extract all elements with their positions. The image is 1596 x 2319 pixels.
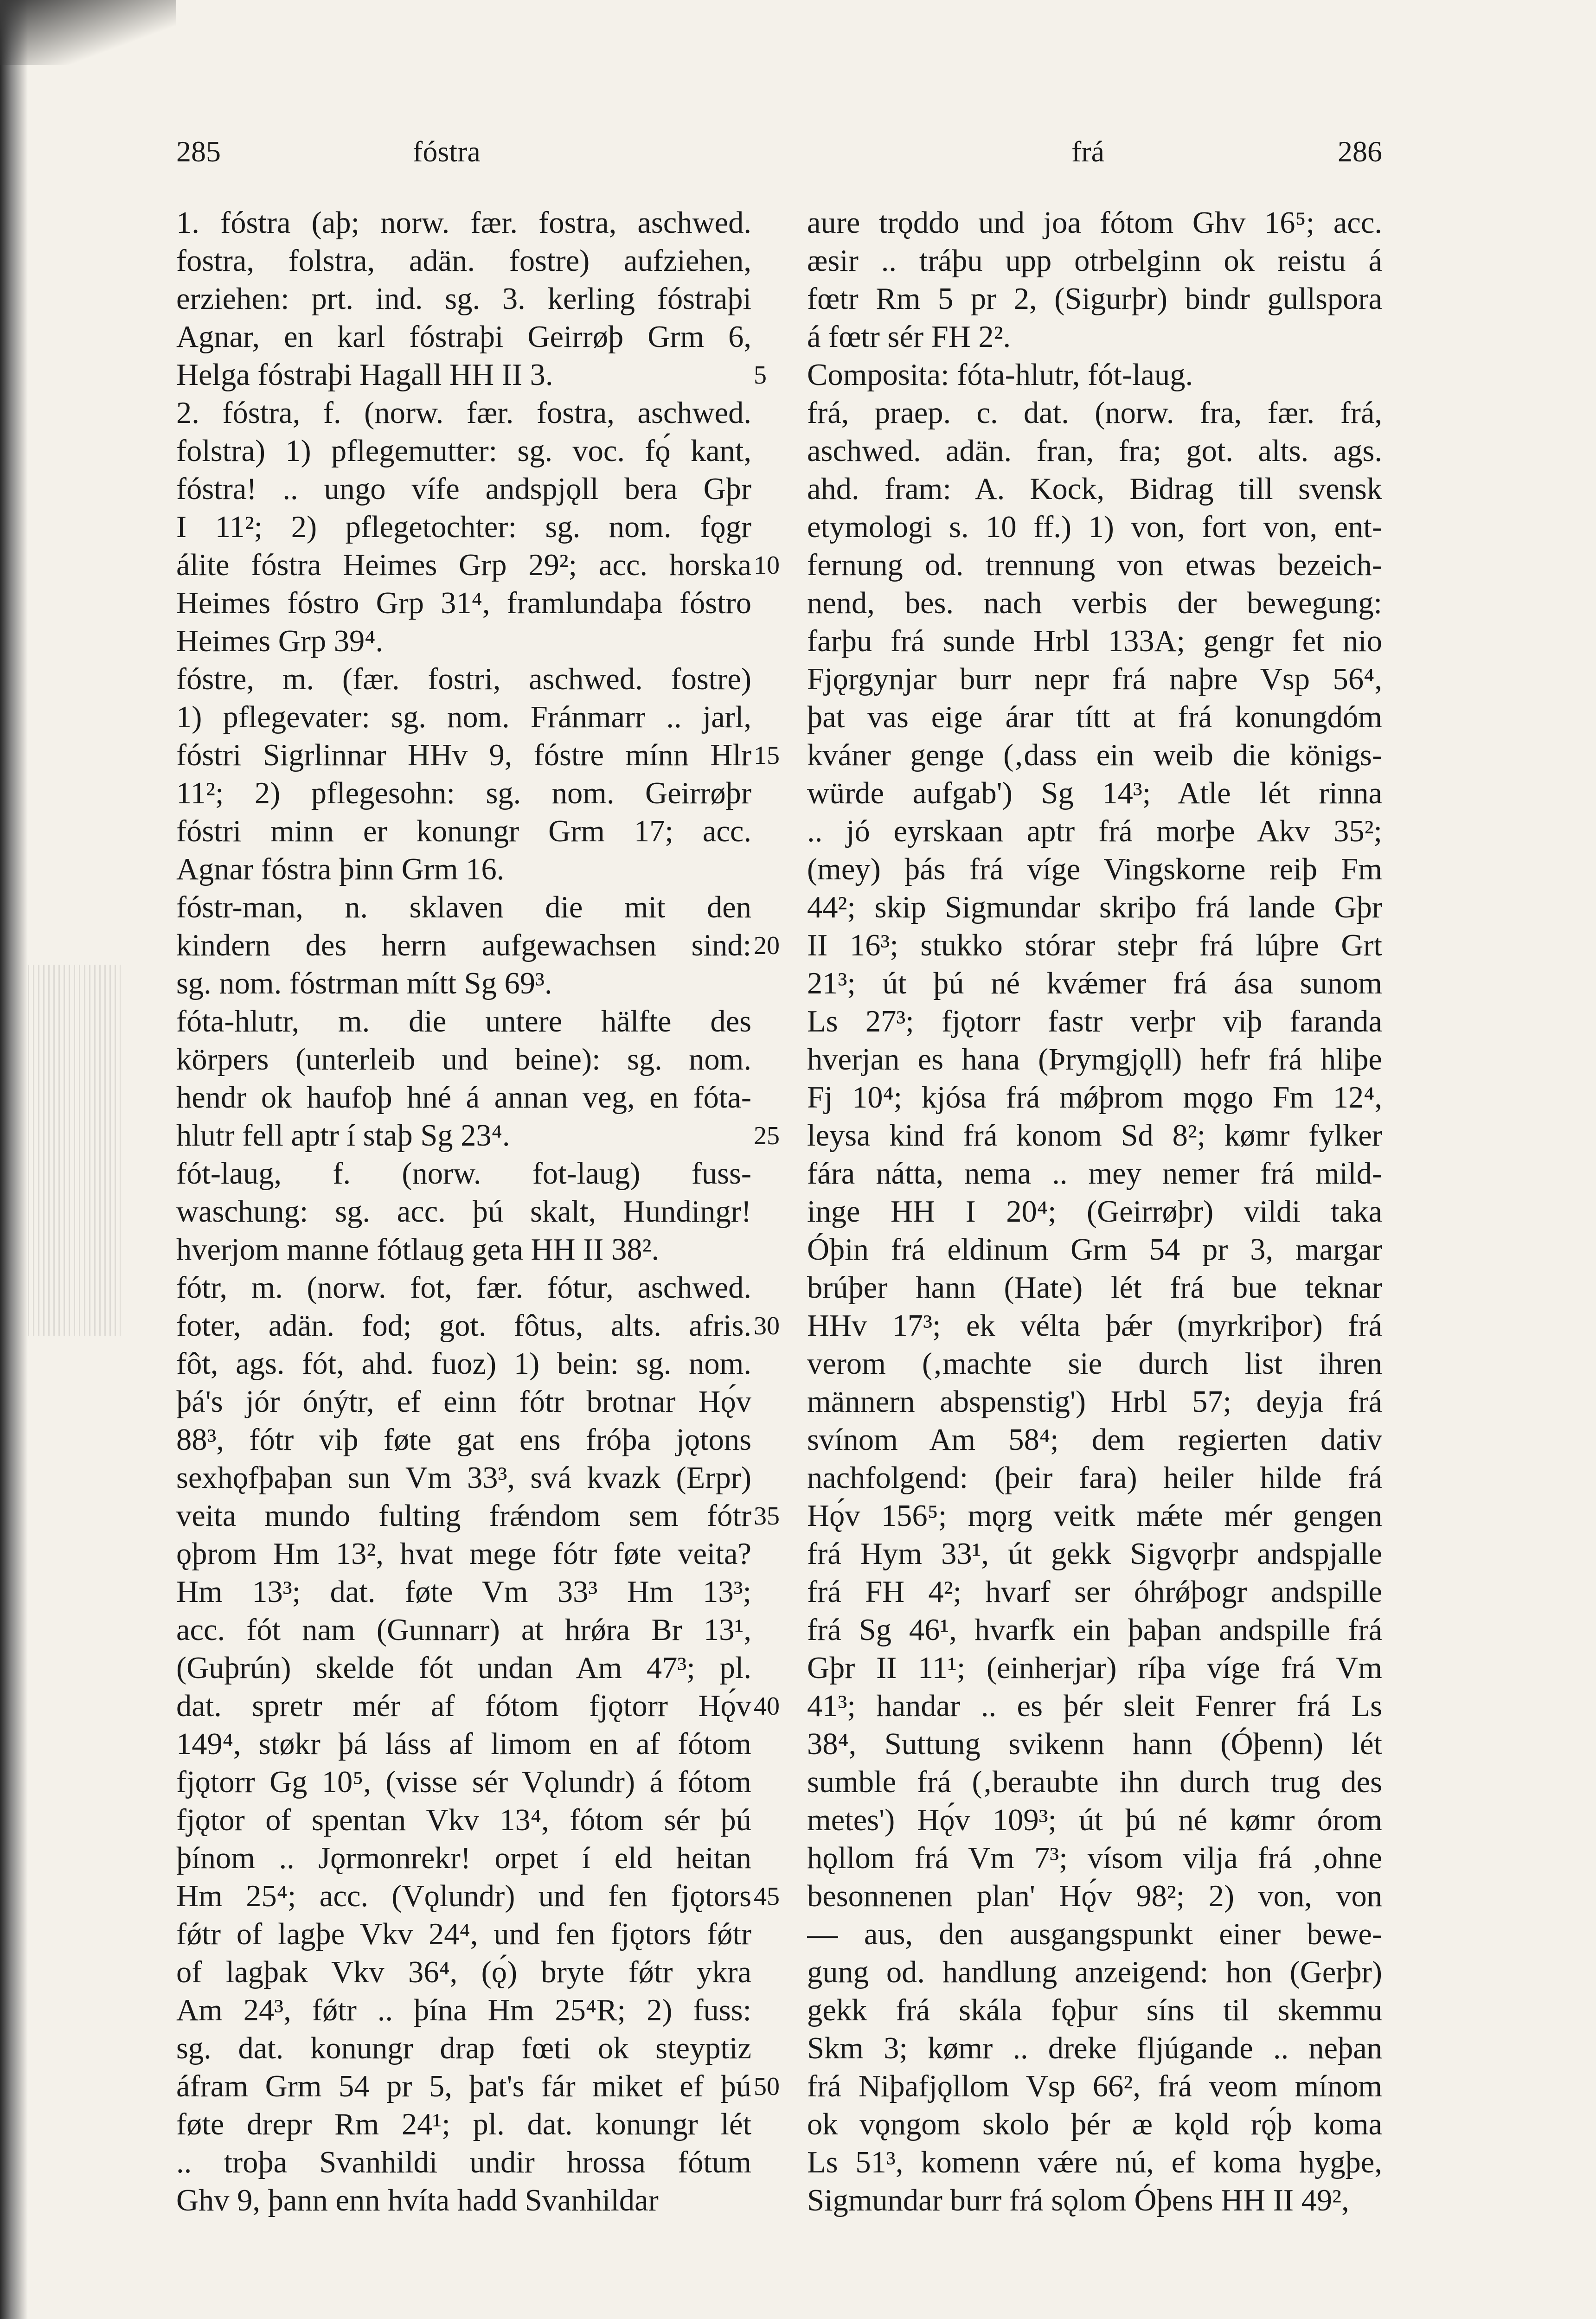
text-line: foter, adän. fod; got. fôtus, alts. afris. [176,1309,751,1343]
text-line: 21³; út þú né kvǽmer frá ása sunom [807,967,1382,1000]
text-line: sg. dat. konungr drap fœti ok steyptiz [176,2031,751,2065]
text-line: fóstri minn er konungr Grm 17; acc. [176,814,751,848]
line-number: 15 [754,741,780,770]
text-line: of lagþak Vkv 36⁴, (ǫ́) bryte fǿtr ykra [176,1955,751,1989]
text-line: Hm 13³; dat. føte Vm 33³ Hm 13³; [176,1575,751,1609]
page-corner-shadow [0,0,176,65]
text-line: fóstri Sigrlinnar HHv 9, fóstre mínn Hlr [176,738,751,772]
text-line: leysa kind frá konom Sd 8²; kømr fylker [807,1119,1382,1153]
text-line: (Guþrún) skelde fót undan Am 47³; pl. [176,1651,751,1685]
text-line: Skm 3; kømr .. dreke fljúgande .. neþan [807,2031,1382,2065]
running-headword-right: frá [1071,135,1105,168]
text-line: Heimes fóstro Grp 31⁴, framlundaþa fóstro [176,586,751,620]
text-line: æsir .. tráþu upp otrbelginn ok reistu á [807,244,1382,278]
text-line: hlutr fell aptr í staþ Sg 23⁴. [176,1119,510,1153]
text-line: á fœtr sér FH 2². [807,320,1011,354]
text-line: Gþr II 11¹; (einherjar) ríþa víge frá Vm [807,1651,1382,1685]
text-line: nend, bes. nach verbis der bewegung: [807,586,1382,620]
page-number-right: 286 [1338,135,1382,168]
line-number: 35 [754,1502,780,1531]
text-line: álite fóstra Heimes Grp 29²; acc. horska [176,548,751,582]
text-line: 41³; handar .. es þér sleit Fenrer frá Ls [807,1689,1382,1723]
text-line: .. troþa Svanhildi undir hrossa fótum [176,2146,751,2179]
text-line: ahd. fram: A. Kock, Bidrag till svensk [807,472,1382,506]
left-column [176,204,751,2220]
text-line: 149⁴, støkr þá láss af limom en af fótom [176,1727,751,1761]
text-line: Heimes Grp 39⁴. [176,624,384,658]
text-line: svínom Am 58⁴; dem regierten dativ [807,1423,1382,1457]
text-line: sg. nom. fóstrman mítt Sg 69³. [176,967,552,1000]
text-line: fót-laug, f. (norw. fot-laug) fuss- [176,1157,751,1191]
text-line: frá FH 4²; hvarf ser óhrǿþogr andspille [807,1575,1382,1609]
binding-mark [28,965,121,1336]
text-line: kváner genge (‚dass ein weib die königs- [807,738,1382,772]
line-number: 25 [754,1121,780,1150]
text-line: frá Niþafjǫllom Vsp 66², frá veom mínom [807,2069,1382,2103]
text-line: hǫllom frá Vm 7³; vísom vilja frá ‚ohne [807,1841,1382,1875]
text-line: þínom .. Jǫrmonrekr! orpet í eld heitan [176,1841,751,1875]
text-line: Am 24³, fǿtr .. þína Hm 25⁴R; 2) fuss: [176,1993,751,2027]
text-line: besonnenen plan' Hǫ́v 98²; 2) von, von [807,1879,1382,1913]
text-line: inge HH I 20⁴; (Geirrøþr) vildi taka [807,1195,1382,1229]
text-line: þá's jór ónýtr, ef einn fótr brotnar Hǫ́v [176,1385,751,1419]
text-line: — aus, den ausgangspunkt einer bewe- [807,1917,1382,1951]
text-line: (mey) þás frá víge Vingskorne reiþ Fm [807,852,1382,886]
text-line: føte drepr Rm 24¹; pl. dat. konungr lét [176,2108,751,2141]
text-line: frá Hym 33¹, út gekk Sigvǫrþr andspjalle [807,1537,1382,1571]
text-line: 11²; 2) pflegesohn: sg. nom. Geirrøþr [176,776,751,810]
text-line: 88³, fótr viþ føte gat ens fróþa jǫtons [176,1423,751,1457]
text-line: fóstr-man, n. sklaven die mit den [176,890,751,924]
text-line: kindern des herrn aufgewachsen sind: [176,929,751,962]
text-line: 1) pflegevater: sg. nom. Fránmarr .. jarl, [176,700,751,734]
running-header [176,135,1382,176]
text-line: veita mundo fulting frǽndom sem fótr [176,1499,751,1533]
text-line: HHv 17³; ek vélta þǽr (myrkriþor) frá [807,1309,1382,1343]
text-line: fóstre, m. (fær. fostri, aschwed. fostre) [176,662,751,696]
line-number: 20 [754,931,780,960]
text-line: körpers (unterleib und beine): sg. nom. [176,1043,751,1076]
text-line: aschwed. adän. fran, fra; got. alts. ags. [807,434,1382,468]
text-line: fjǫtorr Gg 10⁵, (visse sér Vǫlundr) á fótom [176,1765,751,1799]
text-line: sexhǫfþaþan sun Vm 33³, svá kvazk (Erpr) [176,1461,751,1495]
line-number: 10 [754,551,780,580]
text-line: dat. spretr mér af fótom fjǫtorr Hǫ́v [176,1689,751,1723]
text-line: folstra) 1) pflegemutter: sg. voc. fǫ́ kant, [176,434,751,468]
text-line: sumble frá (‚beraubte ihn durch trug des [807,1765,1382,1799]
text-line: fernung od. trennung von etwas bezeich- [807,548,1382,582]
text-line: fóstra! .. ungo vífe andspjǫll bera Gþr [176,472,751,506]
text-line: áfram Grm 54 pr 5, þat's fár miket ef þú [176,2069,751,2103]
text-line: hverjom manne fótlaug geta HH II 38². [176,1233,660,1267]
text-line: Sigmundar burr frá sǫlom Óþens HH II 49², [807,2184,1349,2217]
line-number: 30 [754,1312,780,1340]
text-line: fostra, folstra, adän. fostre) aufziehen, [176,244,751,278]
text-line: Agnar, en karl fóstraþi Geirrøþ Grm 6, [176,320,751,354]
text-line: farþu frá sunde Hrbl 133A; gengr fet nio [807,624,1382,658]
line-number: 5 [754,361,767,390]
text-line: Ls 51³, komenn vǽre nú, ef koma hygþe, [807,2146,1382,2179]
text-line: acc. fót nam (Gunnarr) at hrǿra Br 13¹, [176,1613,751,1647]
text-line: I 11²; 2) pflegetochter: sg. nom. fǫgr [176,510,751,544]
text-line: würde aufgab') Sg 14³; Atle lét rinna [807,776,1382,810]
text-line: gung od. handlung anzeigend: hon (Gerþr) [807,1955,1382,1989]
text-line: Fj 10⁴; kjósa frá mǿþrom mǫgo Fm 12⁴, [807,1081,1382,1115]
text-line: Ls 27³; fjǫtorr fastr verþr viþ faranda [807,1005,1382,1038]
text-line: fôt, ags. fót, ahd. fuoz) 1) bein: sg. nom. [176,1347,751,1381]
text-line: Hm 25⁴; acc. (Vǫlundr) und fen fjǫtors [176,1879,751,1913]
text-line: waschung: sg. acc. þú skalt, Hundingr! [176,1195,751,1229]
text-line: metes') Hǫ́v 109³; út þú né kømr órom [807,1803,1382,1837]
text-line: ǫþrom Hm 13², hvat mege fótr føte veita? [176,1537,751,1571]
text-line: Helga fóstraþi Hagall HH II 3. [176,358,553,392]
text-line: brúþer hann (Hate) lét frá bue teknar [807,1271,1382,1305]
text-line: 44²; skip Sigmundar skriþo frá lande Gþr [807,890,1382,924]
text-line: männern abspenstig') Hrbl 57; deyja frá [807,1385,1382,1419]
text-line: Composita: fóta-hlutr, fót-laug. [807,358,1193,392]
text-line: hendr ok haufoþ hné á annan veg, en fóta- [176,1081,751,1115]
text-line: gekk frá skála fǫþur síns til skemmu [807,1993,1382,2027]
text-line: fára nátta, nema .. mey nemer frá mild- [807,1157,1382,1191]
text-line: fótr, m. (norw. fot, fær. fótur, aschwed. [176,1271,751,1305]
text-line: Ghv 9, þann enn hvíta hadd Svanhildar [176,2184,659,2217]
text-line: fœtr Rm 5 pr 2, (Sigurþr) bindr gullspora [807,282,1382,316]
text-line: 2. fóstra, f. (norw. fær. fostra, aschwed. [176,396,751,430]
text-line: Fjǫrgynjar burr nepr frá naþre Vsp 56⁴, [807,662,1382,696]
text-line: erziehen: prt. ind. sg. 3. kerling fóstraþi [176,282,751,316]
line-number: 45 [754,1882,780,1911]
text-line: Agnar fóstra þinn Grm 16. [176,852,505,886]
text-line: etymologi s. 10 ff.) 1) von, fort von, ent- [807,510,1382,544]
text-line: hverjan es hana (Þrymgjǫll) hefr frá hliþe [807,1043,1382,1076]
text-line: .. jó eyrskaan aptr frá morþe Akv 35²; [807,814,1382,848]
line-number: 40 [754,1692,780,1721]
text-line: Óþin frá eldinum Grm 54 pr 3, margar [807,1233,1382,1267]
text-line: 1. fóstra (aþ; norw. fær. fostra, aschwed. [176,206,751,240]
page-number-left: 285 [176,135,221,168]
text-line: II 16³; stukko stórar steþr frá lúþre Grt [807,929,1382,962]
text-line: 38⁴, Suttung svikenn hann (Óþenn) lét [807,1727,1382,1761]
running-headword-left: fóstra [413,135,481,168]
line-number: 50 [754,2072,780,2101]
text-line: nachfolgend: (þeir fara) heiler hilde frá [807,1461,1382,1495]
text-line: fóta-hlutr, m. die untere hälfte des [176,1005,751,1038]
text-line: fjǫtor of spentan Vkv 13⁴, fótom sér þú [176,1803,751,1837]
text-line: þat vas eige árar títt at frá konungdóm [807,700,1382,734]
page-edge-shadow [0,0,28,2319]
text-line: verom (‚machte sie durch list ihren [807,1347,1382,1381]
text-line: Hǫ́v 156⁵; mǫrg veitk mǽte mér gengen [807,1499,1382,1533]
right-column [807,204,1382,2220]
text-line: frá, praep. c. dat. (norw. fra, fær. frá, [807,396,1382,430]
text-line: ok vǫngom skolo þér æ kǫld rǫ́þ koma [807,2108,1382,2141]
text-line: fǿtr of lagþe Vkv 24⁴, und fen fjǫtors fǿtr [176,1917,751,1951]
text-line: aure trǫddo und joa fótom Ghv 16⁵; acc. [807,206,1382,240]
text-line: frá Sg 46¹, hvarfk ein þaþan andspille frá [807,1613,1382,1647]
